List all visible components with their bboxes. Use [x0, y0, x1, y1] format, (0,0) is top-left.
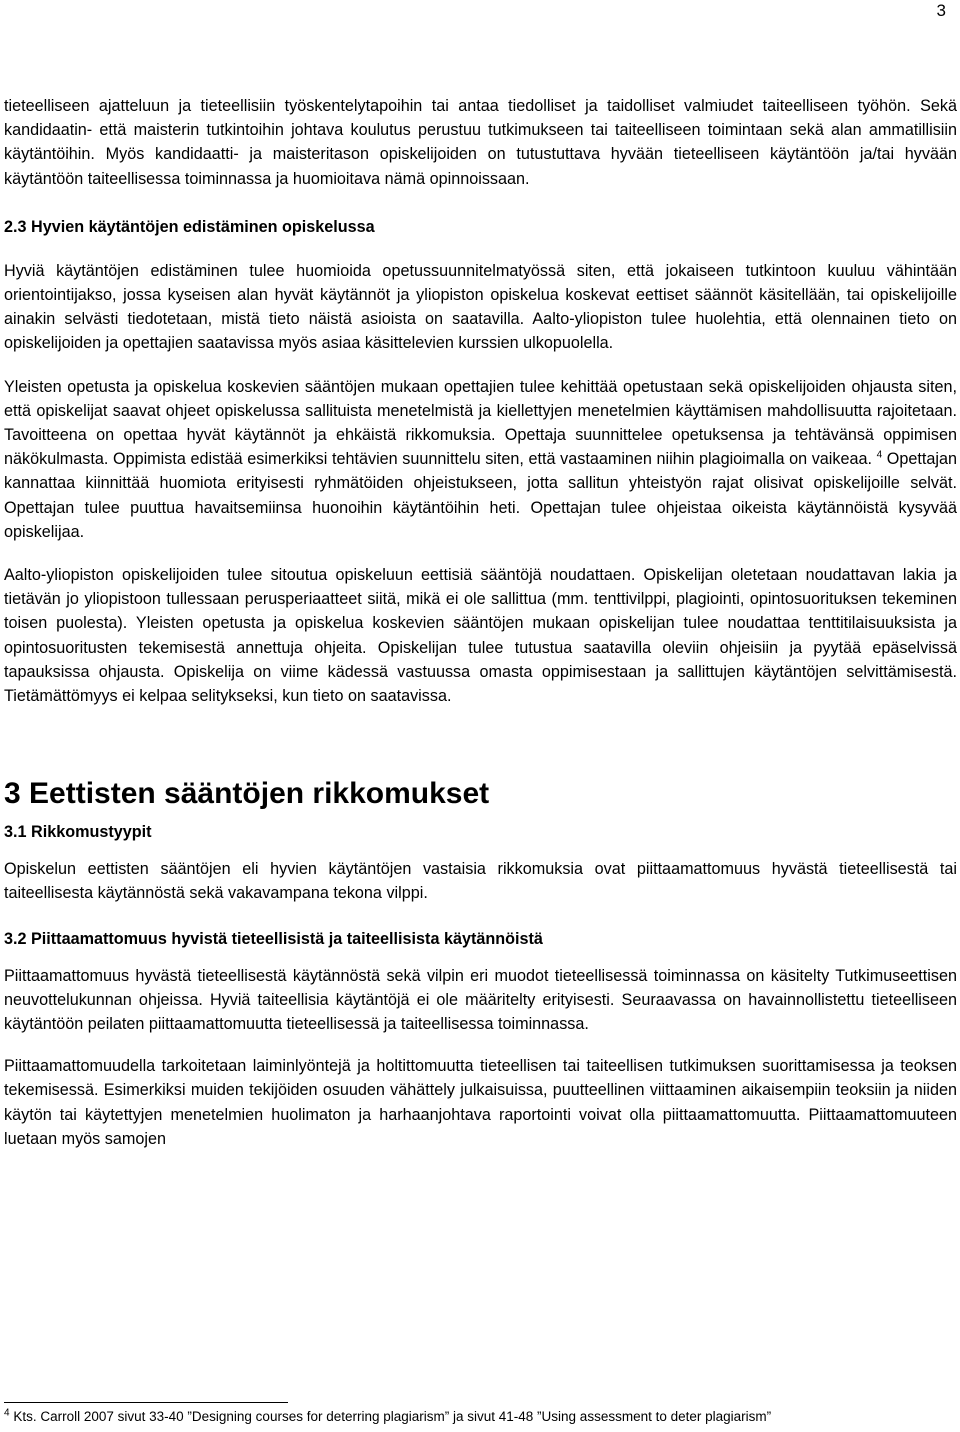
paragraph-2-3-c: Aalto-yliopiston opiskelijoiden tulee sitoutua opiskeluun eettisiä sääntöjä noudattaen. Opiskelijan oletetaan noudattavan lakia ja tietävän jo yliopistoon tullessaan perusperiaatteet siitä, mikä ei ole sallittua (mm. tenttivilppi, plagiointi, opintosuorituksen tekeminen toisen puolesta). Yleisten opetusta ja opiskelua koskevien sääntöjen mukaan opiskelijan tulee noudattaa tenttitilaisuuksista ja opintosuoritusten tekemisestä annettuja ohjeita. Opiskelijan tulee tutustua saatavilla oleviin ohjeisiin ja pyytää epäselvissä tapauksissa ohjausta. Opiskelija on viime kädessä vastuussa omasta oppimisestaan ja sallittujen käytäntöjen selvittämisestä. Tietämättömyys ei kelpaa selitykseksi, kun tieto on saatavissa.: [4, 566, 957, 706]
paragraph-2-3-b-text-cont: Opettajan kannattaa kiinnittää huomiota erityisesti ryhmätöiden ohjeistukseen, jotta sallitun yhteistyön rajat olisivat opiskelijoille selvät. Opettajan tulee puuttua havaitsemiinsa huonoihin käytäntöihin heti. Opettajan tulee ohjeistaa oikeista käytännöistä kysyvää opiskelijaa.: [4, 450, 957, 541]
intro-paragraph: tieteelliseen ajatteluun ja tieteellisiin työskentelytapoihin tai antaa tiedolliset ja taidolliset valmiudet taiteelliseen työhön. Sekä kandidaatin- että maisterin tutkintoihin johtava koulutus perustuu tutkimukseen tai taiteelliseen toimintaan sekä alan ammatillisiin käytäntöihin. Myös kandidaatti- ja maisteritason opiskelijoiden on tutustuttava hyvään tieteelliseen käytäntöön ja/tai hyvään käytäntöön taiteellisessa toiminnassa ja huomioitava nämä opinnoissaan.: [4, 97, 957, 188]
footnote-reference: 4: [876, 449, 883, 461]
footnote: [4, 1408, 771, 1426]
footnote-text: Kts. Carroll 2007 sivut 33-40 ”Designing courses for deterring plagiarism” ja sivut 41-48 ”Using assessment to deter plagiarism”: [9, 1409, 772, 1424]
paragraph-3-1: Opiskelun eettisten sääntöjen eli hyvien käytäntöjen vastaisia rikkomuksia ovat piittaamattomuus hyvästä tieteellisestä tai taiteellisesta käytännöstä sekä vakavampana tekona vilppi.: [4, 860, 957, 903]
paragraph-2-3-b: [4, 375, 957, 544]
document-body: [4, 94, 957, 1151]
paragraph-2-3-b-text: Yleisten opetusta ja opiskelua koskevien sääntöjen mukaan opettajien tulee kehittää opetustaan sekä opiskelijoiden ohjausta siten, että opiskelijat saavat ohjeet opiskelussa sallituista menetelmistä ja kiellettyjen menetelmien käyttämisen mahdollisuutta rajoitetaan. Tavoitteena on opettaa hyvät käytännöt ja ehkäistä rikkomuksia. Opettaja suunnittelee opetuksensa ja tehtävänsä oppimisen näkökulmasta. Oppimista edistää esimerkiksi tehtävien suunnittelu siten, että vastaaminen niihin plagioimalla on vaikeaa.: [4, 377, 957, 469]
paragraph-2-3-a: Hyviä käytäntöjen edistäminen tulee huomioida opetussuunnitelmatyössä siten, että jokaiseen tutkintoon kuuluu vähintään orientointijakso, jossa kyseisen alan hyvät käytännöt ja yliopiston opiskelua koskevat eettiset säännöt käsitellään, tai opiskelijoille ainakin selvästi tiedotetaan, mistä tieto näistä asioista on saatavilla. Aalto-yliopiston tulee huolehtia, että olennainen tieto on opiskelijoiden ja opettajien saatavissa myös asiaa käsittelevien kurssien ulkopuolella.: [4, 261, 957, 353]
section-heading-3-1: 3.1 Rikkomustyypit: [4, 823, 152, 842]
footnote-number: 4: [4, 1407, 10, 1419]
section-heading-3-2: 3.2 Piittaamattomuus hyvistä tieteellisistä ja taiteellisista käytännöistä: [4, 929, 543, 948]
paragraph-3-2-a: Piittaamattomuus hyvästä tieteellisestä käytännöstä sekä vilpin eri muodot tieteellisessä toiminnassa on käsitelty Tutkimuseettisen neuvottelukunnan ohjeissa. Hyviä taiteellisia käytäntöjä ei ole määritelty erityisesti. Seuraavassa on havainnollistettu tieteelliseen käytäntöön peilaten piittaamattomuutta tieteellisessä ja taiteellisessa toiminnassa.: [4, 966, 957, 1034]
chapter-heading-3: 3 Eettisten sääntöjen rikkomukset: [4, 777, 490, 811]
page-number: 3: [936, 1, 946, 20]
paragraph-3-2-b: Piittaamattomuudella tarkoitetaan laiminlyöntejä ja holtittomuutta tieteellisen tai taiteellisen tutkimuksen suorittamisessa ja teoksen tekemisessä. Esimerkiksi muiden tekijöiden osuuden vähättely julkaisuissa, puutteellinen viittaaminen aikaisempiin teoksiin ja niiden käytön tai käytettyjen menetelmien huolimaton ja harhaanjohtava raportointi voivat olla piittaamattomuutta. Piittaamattomuuteen luetaan myös samojen: [4, 1057, 957, 1148]
footnote-divider: [4, 1402, 288, 1403]
section-heading-2-3: 2.3 Hyvien käytäntöjen edistäminen opiskelussa: [4, 217, 375, 236]
